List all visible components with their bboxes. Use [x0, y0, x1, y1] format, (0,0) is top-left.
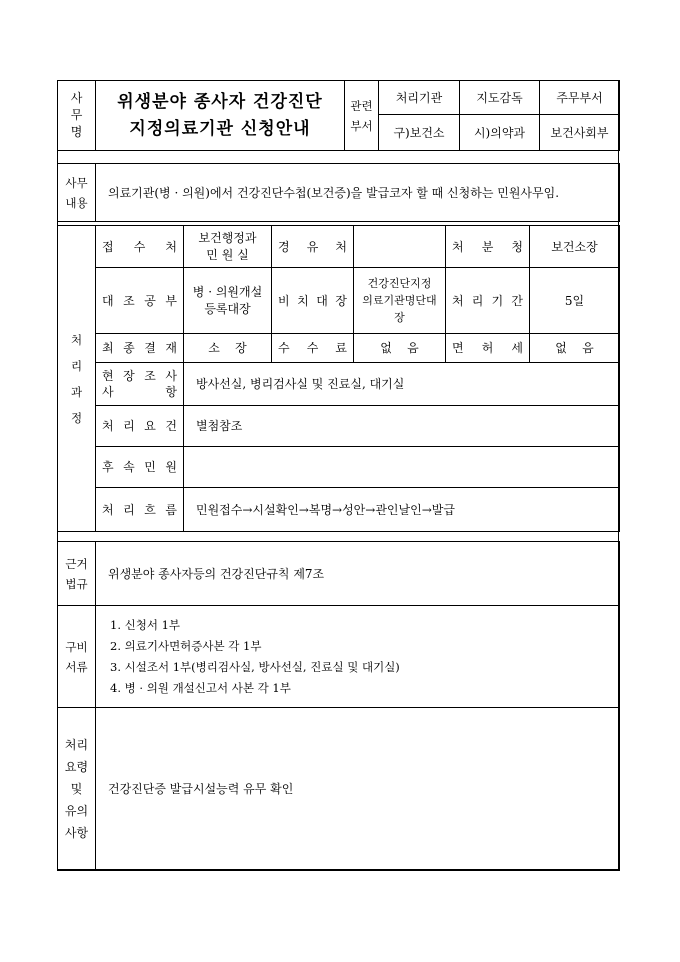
receipt-value: 보건행정과 민 원 실 — [184, 226, 272, 268]
final-approval-label: 최 종 결 재 — [96, 334, 184, 363]
ref-doc-value: 병 · 의원개설 등록대장 — [184, 268, 272, 334]
legal-label: 근거 법규 — [58, 542, 96, 606]
via-value — [354, 226, 446, 268]
period-value: 5일 — [530, 268, 620, 334]
followup-label: 후 속 민 원 — [96, 447, 184, 488]
handler-value: 보건소장 — [530, 226, 620, 268]
requirement-label: 처 리 요 건 — [96, 406, 184, 447]
page-title — [96, 81, 345, 151]
document-item: 3. 시설조서 1부(병리검사실, 방사선실, 진료실 및 대기실) — [110, 659, 400, 674]
document-item: 2. 의료기사면허증사본 각 1부 — [110, 638, 262, 653]
notes-text: 건강진단증 발급시설능력 유무 확인 — [96, 708, 620, 871]
content-table — [57, 163, 620, 222]
content-text: 의료기관(병 · 의원)에서 건강진단수첩(보건증)을 발급코자 할 때 신청하는 민원사무임. — [96, 164, 620, 222]
document-item: 4. 병 · 의원 개설신고서 사본 각 1부 — [110, 680, 291, 695]
legal-text: 위생분야 종사자등의 건강진단규칙 제7조 — [96, 542, 620, 606]
dept-header-main: 주무부서 — [540, 81, 620, 115]
header-table — [57, 80, 620, 151]
notes-table — [57, 707, 620, 871]
task-name-label: 사 무 명 — [58, 81, 96, 151]
documents-label: 구비 서류 — [58, 606, 96, 708]
handler-label: 처 분 청 — [446, 226, 530, 268]
period-label: 처 리 기 간 — [446, 268, 530, 334]
fee-value: 없 음 — [354, 334, 446, 363]
notes-label: 처리 요령 및 유의 사항 — [58, 708, 96, 871]
dept-value-processing: 구)보건소 — [379, 115, 460, 151]
dept-value-main: 보건사회부 — [540, 115, 620, 151]
process-table — [57, 225, 620, 532]
kept-ledger-label: 비 치 대 장 — [272, 268, 354, 334]
fee-label: 수 수 료 — [272, 334, 354, 363]
title-line-2: 지정의료기관 신청안내 — [129, 118, 311, 139]
ref-doc-label: 대 조 공 부 — [96, 268, 184, 334]
flow-value: 민원접수→시설확인→복명→성안→관인날인→발급 — [184, 488, 620, 532]
dept-header-processing: 처리기관 — [379, 81, 460, 115]
flow-label: 처 리 흐 름 — [96, 488, 184, 532]
document-item: 1. 신청서 1부 — [110, 617, 181, 632]
inspection-label: 현 장 조 사 사 항 — [96, 363, 184, 406]
legal-table — [57, 541, 620, 606]
documents-list — [96, 606, 620, 708]
documents-table — [57, 605, 620, 708]
receipt-label: 접 수 처 — [96, 226, 184, 268]
process-label: 처 리 과 정 — [58, 226, 96, 532]
dept-header-supervision: 지도감독 — [460, 81, 540, 115]
license-tax-label: 면 허 세 — [446, 334, 530, 363]
related-dept-label: 관련 부서 — [345, 81, 379, 151]
requirement-value: 별첨참조 — [184, 406, 620, 447]
dept-value-supervision: 시)의약과 — [460, 115, 540, 151]
final-approval-value: 소 장 — [184, 334, 272, 363]
kept-ledger-value: 건강진단지정 의료기관명단대 장 — [354, 268, 446, 334]
title-line-1: 위생분야 종사자 건강진단 — [117, 91, 323, 112]
inspection-value: 방사선실, 병리검사실 및 진료실, 대기실 — [184, 363, 620, 406]
license-tax-value: 없 음 — [530, 334, 620, 363]
followup-value — [184, 447, 620, 488]
content-label: 사무 내용 — [58, 164, 96, 222]
via-label: 경 유 처 — [272, 226, 354, 268]
